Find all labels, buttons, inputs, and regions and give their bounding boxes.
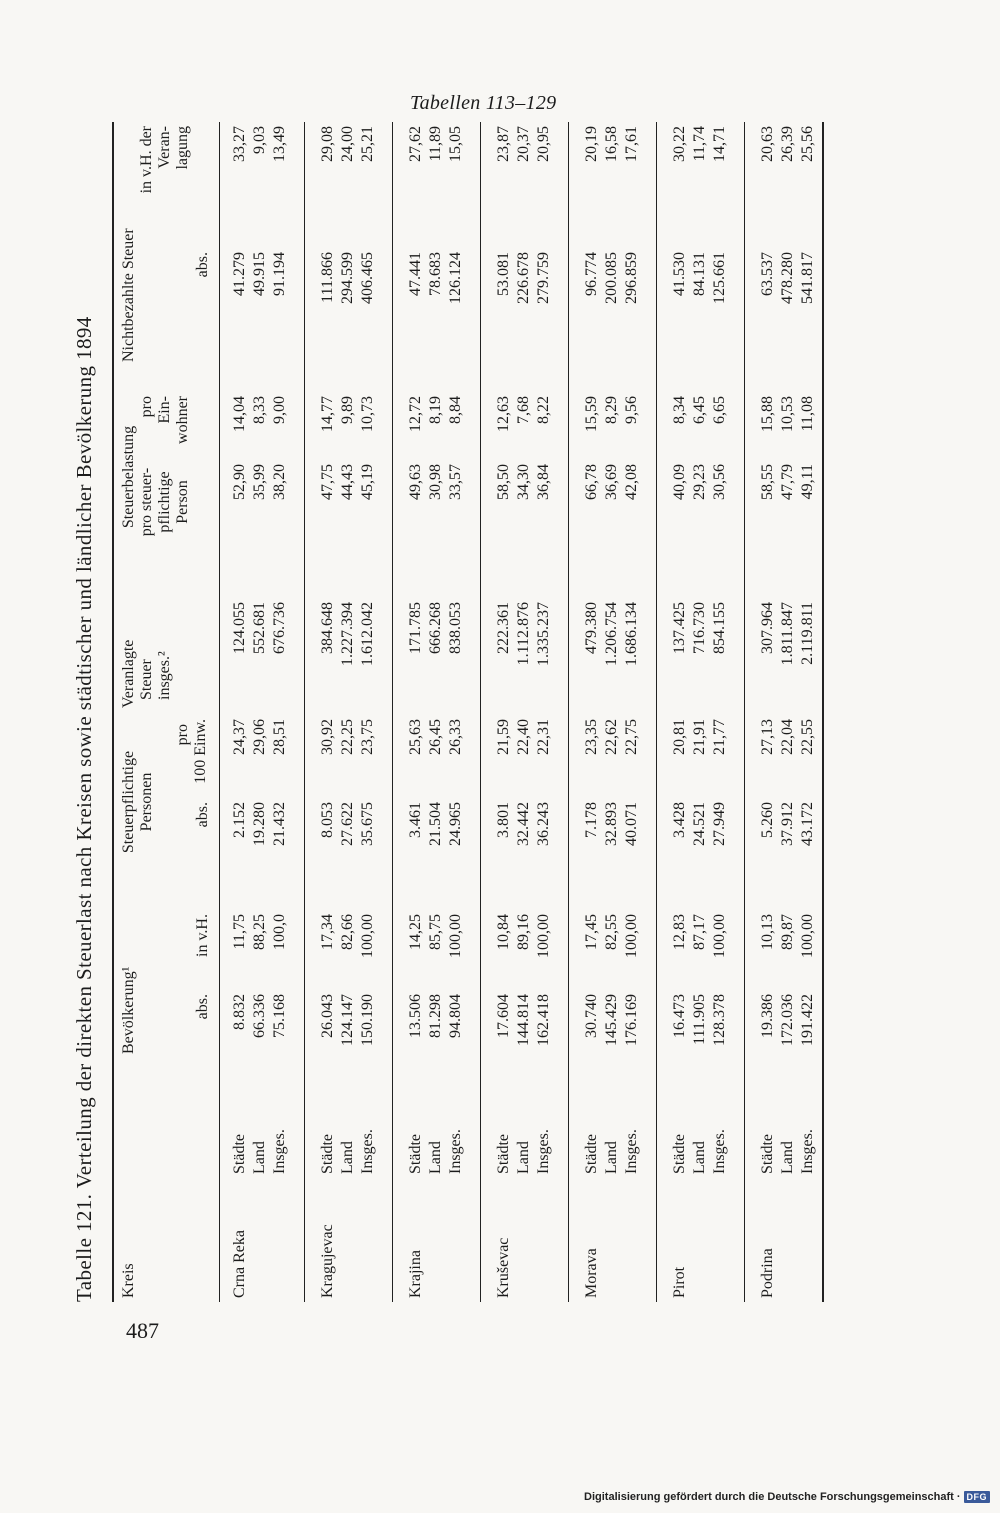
table-cell: 29,06 <box>251 719 268 755</box>
header-stpf-pro-1: pro <box>174 724 191 746</box>
table-cell: 1.335.237 <box>535 602 552 666</box>
table-cell: 1.227.394 <box>339 602 356 666</box>
kreis-name: Krajina <box>407 1250 424 1298</box>
table-cell: 676.736 <box>271 602 288 654</box>
table-cell: 111.905 <box>691 994 708 1045</box>
table-cell: 21,77 <box>711 719 728 755</box>
table-cell: 33,27 <box>231 126 248 162</box>
row-label: Insges. <box>535 1129 552 1174</box>
kreis-name: Kragujevac <box>319 1224 336 1298</box>
table-cell: 91.194 <box>271 252 288 296</box>
table-cell: 552.681 <box>251 602 268 654</box>
table-cell: 100,0 <box>271 914 288 950</box>
table-cell: 14,25 <box>407 914 424 950</box>
table-cell: 19.386 <box>759 994 776 1038</box>
kreis-separator <box>568 122 569 1302</box>
row-label: Insges. <box>799 1129 816 1174</box>
table-cell: 1.686.134 <box>623 602 640 666</box>
table-cell: 3.428 <box>671 802 688 838</box>
table-cell: 84.131 <box>691 252 708 296</box>
table-cell: 78.683 <box>427 252 444 296</box>
header-belast-einw-2: Ein- <box>156 396 173 424</box>
table-cell: 17.604 <box>495 994 512 1038</box>
header-rule <box>219 122 220 1302</box>
header-veranl-3: insges.² <box>156 651 173 700</box>
row-label: Insges. <box>359 1129 376 1174</box>
table-cell: 6,45 <box>691 396 708 424</box>
header-belast-einw-3: wohner <box>174 396 191 444</box>
table-cell: 49,63 <box>407 464 424 500</box>
table-cell: 10,53 <box>779 396 796 432</box>
row-label: Städte <box>759 1134 776 1174</box>
running-head: Tabellen 113–129 <box>410 92 557 114</box>
bottom-rule <box>822 122 824 1302</box>
table-cell: 22,75 <box>623 719 640 755</box>
table-cell: 24.965 <box>447 802 464 846</box>
table-cell: 9,03 <box>251 126 268 154</box>
header-bev-pct: in v.H. <box>194 914 211 957</box>
header-bevoelkerung: Bevölkerung¹ <box>120 966 137 1054</box>
table-cell: 47.441 <box>407 252 424 296</box>
table-cell: 41.530 <box>671 252 688 296</box>
table-cell: 5.260 <box>759 802 776 838</box>
table-cell: 14,04 <box>231 396 248 432</box>
table-cell: 11,89 <box>427 126 444 162</box>
table-cell: 10,73 <box>359 396 376 432</box>
table-cell: 15,05 <box>447 126 464 162</box>
table-cell: 854.155 <box>711 602 728 654</box>
table-cell: 100,00 <box>623 914 640 958</box>
table-cell: 3.461 <box>407 802 424 838</box>
table-cell: 10,84 <box>495 914 512 950</box>
header-nicht-2: in v.H. der <box>138 126 155 194</box>
kreis-name: Podrina <box>759 1248 776 1298</box>
header-stpf-1: Steuerpflichtige <box>120 750 137 854</box>
table-cell: 17,61 <box>623 126 640 162</box>
header-stpf-pro-2: 100 Einw. <box>192 719 209 784</box>
table-cell: 124.055 <box>231 602 248 654</box>
table-cell: 3.801 <box>495 802 512 838</box>
header-belast-person-2: pflichtige <box>156 471 173 533</box>
table-cell: 38,20 <box>271 464 288 500</box>
table-cell: 111.866 <box>319 252 336 303</box>
row-label: Insges. <box>711 1129 728 1174</box>
table-cell: 8,29 <box>603 396 620 424</box>
table-cell: 124.147 <box>339 994 356 1046</box>
table-cell: 11,08 <box>799 396 816 432</box>
page-number: 487 <box>126 1318 159 1343</box>
table-cell: 24.521 <box>691 802 708 846</box>
header-stpf-abs: abs. <box>194 802 211 828</box>
table-cell: 37.912 <box>779 802 796 846</box>
row-label: Land <box>779 1141 796 1174</box>
table-cell: 58,50 <box>495 464 512 500</box>
table-cell: 19.280 <box>251 802 268 846</box>
table-cell: 10,13 <box>759 914 776 950</box>
header-stpf-2: Personen <box>138 772 155 832</box>
table-cell: 47,79 <box>779 464 796 500</box>
table-cell: 36,69 <box>603 464 620 500</box>
table-cell: 81.298 <box>427 994 444 1038</box>
table-cell: 35.675 <box>359 802 376 846</box>
table-cell: 17,34 <box>319 914 336 950</box>
table-cell: 21,59 <box>495 719 512 755</box>
footer-text: Digitalisierung gefördert durch die Deutsche Forschungsgemeinschaft <box>584 1491 954 1503</box>
table-cell: 162.418 <box>535 994 552 1046</box>
header-belast-person-3: Person <box>174 480 191 524</box>
table-title: Tabelle 121. Verteilung der direkten Steuerlast nach Kreisen sowie städtischer und ländlicher Bevölkerung 1894 <box>72 316 96 1302</box>
table-cell: 100,00 <box>799 914 816 958</box>
header-nicht-abs: abs. <box>194 252 211 278</box>
table-cell: 15,59 <box>583 396 600 432</box>
footer <box>584 1491 990 1503</box>
table-cell: 23,87 <box>495 126 512 162</box>
row-label: Städte <box>407 1134 424 1174</box>
table-cell: 30.740 <box>583 994 600 1038</box>
row-label: Land <box>339 1141 356 1174</box>
row-label: Städte <box>319 1134 336 1174</box>
table-cell: 11,74 <box>691 126 708 162</box>
header-belast-einw-1: pro <box>138 396 155 418</box>
table-cell: 12,72 <box>407 396 424 432</box>
table-cell: 100,00 <box>711 914 728 958</box>
table-cell: 23,75 <box>359 719 376 755</box>
header-belast-1: Steuerbelastung <box>120 425 137 529</box>
table-cell: 1.612.042 <box>359 602 376 666</box>
table-cell: 40.071 <box>623 802 640 846</box>
table-cell: 2.152 <box>231 802 248 838</box>
table-cell: 172.036 <box>779 994 796 1046</box>
table-cell: 96.774 <box>583 252 600 296</box>
table-cell: 22,55 <box>799 719 816 755</box>
table-cell: 406.465 <box>359 252 376 304</box>
table-cell: 1.206.754 <box>603 602 620 666</box>
table-cell: 8,22 <box>535 396 552 424</box>
table-cell: 20,95 <box>535 126 552 162</box>
table-cell: 32.442 <box>515 802 532 846</box>
kreis-separator <box>744 122 745 1302</box>
row-label: Städte <box>671 1134 688 1174</box>
table-cell: 8,19 <box>427 396 444 424</box>
row-label: Land <box>515 1141 532 1174</box>
table-cell: 384.648 <box>319 602 336 654</box>
footer-separator: · <box>956 1491 961 1503</box>
table-cell: 479.380 <box>583 602 600 654</box>
table-cell: 294.599 <box>339 252 356 304</box>
header-kreis: Kreis <box>120 1263 137 1298</box>
table-cell: 85,75 <box>427 914 444 950</box>
table-cell: 137.425 <box>671 602 688 654</box>
table-cell: 7,68 <box>515 396 532 424</box>
table-cell: 89,87 <box>779 914 796 950</box>
table-cell: 66,78 <box>583 464 600 500</box>
table-cell: 191.422 <box>799 994 816 1046</box>
header-veranl-1: Veranlagte <box>120 639 137 708</box>
row-label: Städte <box>231 1134 248 1174</box>
kreis-separator <box>304 122 305 1302</box>
table-cell: 42,08 <box>623 464 640 500</box>
table-cell: 126.124 <box>447 252 464 304</box>
table-cell: 478.280 <box>779 252 796 304</box>
table-cell: 150.190 <box>359 994 376 1046</box>
table-cell: 27,13 <box>759 719 776 755</box>
table-cell: 29,23 <box>691 464 708 500</box>
table-cell: 12,63 <box>495 396 512 432</box>
table-cell: 33,57 <box>447 464 464 500</box>
row-label: Insges. <box>447 1129 464 1174</box>
row-label: Land <box>691 1141 708 1174</box>
header-belast-person-1: pro steuer- <box>138 467 155 537</box>
table-cell: 28,51 <box>271 719 288 755</box>
table-cell: 8,33 <box>251 396 268 424</box>
table-cell: 26.043 <box>319 994 336 1038</box>
table-cell: 23,35 <box>583 719 600 755</box>
row-label: Land <box>251 1141 268 1174</box>
table-cell: 20,37 <box>515 126 532 162</box>
table-cell: 16,58 <box>603 126 620 162</box>
table-cell: 226.678 <box>515 252 532 304</box>
table-cell: 14,77 <box>319 396 336 432</box>
table-cell: 24,00 <box>339 126 356 162</box>
table-cell: 14,71 <box>711 126 728 162</box>
header-nicht-3: Veran- <box>156 126 173 169</box>
table-cell: 9,00 <box>271 396 288 424</box>
table-cell: 52,90 <box>231 464 248 500</box>
table-cell: 82,66 <box>339 914 356 950</box>
row-label: Insges. <box>271 1129 288 1174</box>
kreis-name: Morava <box>583 1248 600 1298</box>
table-cell: 13.506 <box>407 994 424 1038</box>
table-cell: 9,56 <box>623 396 640 424</box>
table-cell: 22,40 <box>515 719 532 755</box>
row-label: Insges. <box>623 1129 640 1174</box>
table-cell: 171.785 <box>407 602 424 654</box>
table-cell: 1.811.847 <box>779 602 796 666</box>
table-cell: 30,98 <box>427 464 444 500</box>
table-cell: 47,75 <box>319 464 336 500</box>
table-cell: 94.804 <box>447 994 464 1038</box>
table-cell: 41.279 <box>231 252 248 296</box>
table-cell: 8,34 <box>671 396 688 424</box>
table-cell: 40,09 <box>671 464 688 500</box>
table-cell: 21.432 <box>271 802 288 846</box>
table-cell: 82,55 <box>603 914 620 950</box>
table-cell: 35,99 <box>251 464 268 500</box>
row-label: Städte <box>495 1134 512 1174</box>
table-cell: 25,63 <box>407 719 424 755</box>
table-cell: 100,00 <box>447 914 464 958</box>
table-cell: 49.915 <box>251 252 268 296</box>
table-cell: 53.081 <box>495 252 512 296</box>
table-cell: 1.112.876 <box>515 602 532 666</box>
dfg-logo: DFG <box>964 1491 991 1503</box>
table-cell: 43.172 <box>799 802 816 846</box>
top-rule <box>112 122 114 1302</box>
table-cell: 2.119.811 <box>799 602 816 665</box>
table-cell: 26,45 <box>427 719 444 755</box>
table-cell: 145.429 <box>603 994 620 1046</box>
kreis-separator <box>656 122 657 1302</box>
table-cell: 24,37 <box>231 719 248 755</box>
row-label: Städte <box>583 1134 600 1174</box>
table-cell: 200.085 <box>603 252 620 304</box>
header-bev-abs: abs. <box>194 994 211 1020</box>
table-cell: 21.504 <box>427 802 444 846</box>
table-cell: 222.361 <box>495 602 512 654</box>
kreis-name: Pirot <box>671 1266 688 1298</box>
table-cell: 12,83 <box>671 914 688 950</box>
table-cell: 36,84 <box>535 464 552 500</box>
table-cell: 11,75 <box>231 914 248 950</box>
table-cell: 30,92 <box>319 719 336 755</box>
table-cell: 63.537 <box>759 252 776 296</box>
table-cell: 27.622 <box>339 802 356 846</box>
table-cell: 128.378 <box>711 994 728 1046</box>
table-cell: 838.053 <box>447 602 464 654</box>
table-cell: 6,65 <box>711 396 728 424</box>
table-cell: 20,81 <box>671 719 688 755</box>
table-cell: 58,55 <box>759 464 776 500</box>
table-cell: 8,84 <box>447 396 464 424</box>
table-cell: 30,22 <box>671 126 688 162</box>
table-cell: 27,62 <box>407 126 424 162</box>
row-label: Land <box>603 1141 620 1174</box>
table-cell: 100,00 <box>359 914 376 958</box>
table-cell: 34,30 <box>515 464 532 500</box>
table-cell: 307.964 <box>759 602 776 654</box>
header-veranl-2: Steuer <box>138 659 155 700</box>
table-cell: 176.169 <box>623 994 640 1046</box>
kreis-name: Kruševac <box>495 1237 512 1298</box>
table-cell: 716.730 <box>691 602 708 654</box>
table-cell: 75.168 <box>271 994 288 1038</box>
table-cell: 25,21 <box>359 126 376 162</box>
table-cell: 45,19 <box>359 464 376 500</box>
table-cell: 125.661 <box>711 252 728 304</box>
kreis-separator <box>392 122 393 1302</box>
table-cell: 9,89 <box>339 396 356 424</box>
table-cell: 26,33 <box>447 719 464 755</box>
kreis-separator <box>480 122 481 1302</box>
table-cell: 22,25 <box>339 719 356 755</box>
table-cell: 20,63 <box>759 126 776 162</box>
rotated-table <box>62 122 846 1302</box>
table-cell: 21,91 <box>691 719 708 755</box>
table-cell: 8.832 <box>231 994 248 1030</box>
table-cell: 49,11 <box>799 464 816 500</box>
table-cell: 29,08 <box>319 126 336 162</box>
table-cell: 666.268 <box>427 602 444 654</box>
header-nicht-1: Nichtbezahlte Steuer <box>120 228 137 362</box>
table-cell: 89,16 <box>515 914 532 950</box>
table-cell: 144.814 <box>515 994 532 1046</box>
table-cell: 541.817 <box>799 252 816 304</box>
table-cell: 22,04 <box>779 719 796 755</box>
table-cell: 22,31 <box>535 719 552 755</box>
table-cell: 32.893 <box>603 802 620 846</box>
table-cell: 26,39 <box>779 126 796 162</box>
table-cell: 16.473 <box>671 994 688 1038</box>
table-cell: 20,19 <box>583 126 600 162</box>
table-cell: 30,56 <box>711 464 728 500</box>
table-cell: 22,62 <box>603 719 620 755</box>
table-cell: 8.053 <box>319 802 336 838</box>
kreis-name: Crna Reka <box>231 1230 248 1298</box>
table-cell: 44,43 <box>339 464 356 500</box>
table-cell: 279.759 <box>535 252 552 304</box>
table-cell: 87,17 <box>691 914 708 950</box>
table-cell: 7.178 <box>583 802 600 838</box>
table-cell: 66.336 <box>251 994 268 1038</box>
table-cell: 296.859 <box>623 252 640 304</box>
table-cell: 27.949 <box>711 802 728 846</box>
table-cell: 100,00 <box>535 914 552 958</box>
table-cell: 15,88 <box>759 396 776 432</box>
header-nicht-4: lagung <box>174 126 191 170</box>
row-label: Land <box>427 1141 444 1174</box>
table-cell: 36.243 <box>535 802 552 846</box>
table-cell: 25,56 <box>799 126 816 162</box>
table-cell: 88,25 <box>251 914 268 950</box>
table-cell: 17,45 <box>583 914 600 950</box>
table-cell: 13,49 <box>271 126 288 162</box>
